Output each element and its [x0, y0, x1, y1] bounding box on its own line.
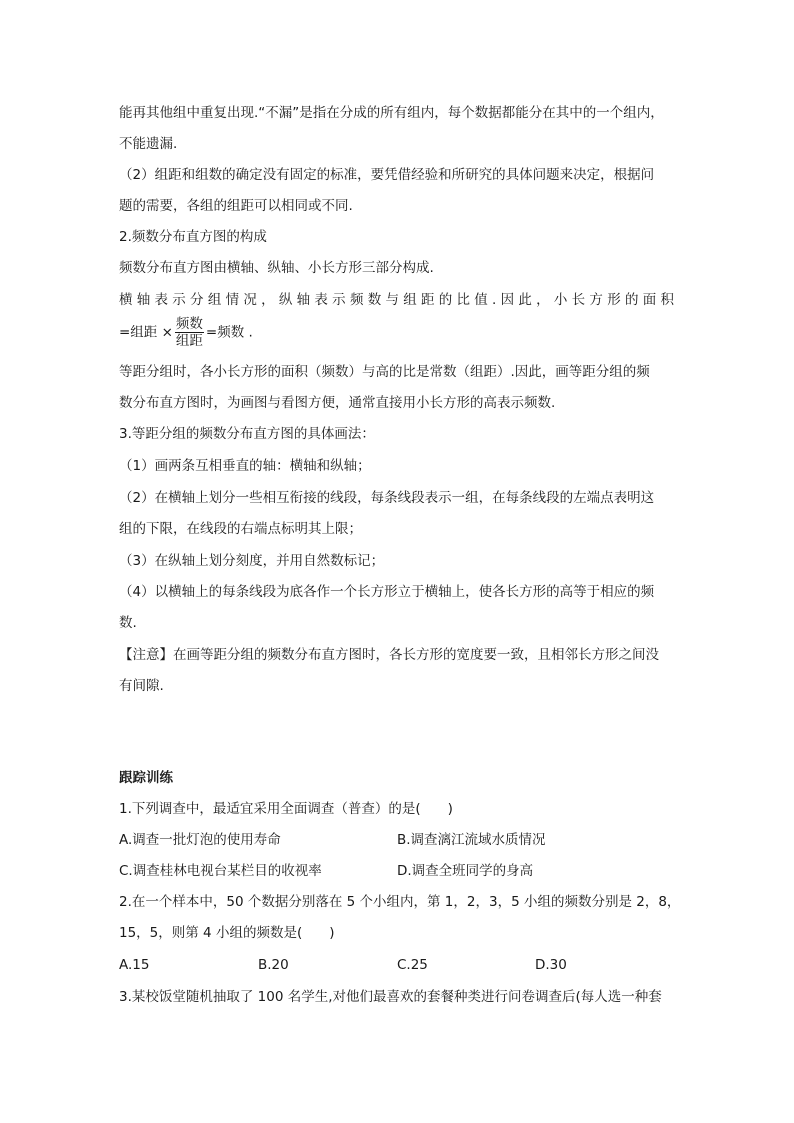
- formula: [119, 316, 253, 349]
- text-line: （2）在横轴上划分一些相互衔接的线段，每条线段表示一组，在每条线段的左端点表明这: [119, 490, 655, 506]
- text-line: （4）以横轴上的每条线段为底各作一个长方形立于横轴上，使各长方形的高等于相应的频: [119, 584, 655, 600]
- formula-suffix: =频数 .: [205, 324, 253, 341]
- fraction: [175, 316, 204, 349]
- question-3-stem: 3.某校饭堂随机抽取了 100 名学生,对他们最喜欢的套餐种类进行问卷调查后(每人选一种套: [119, 989, 662, 1005]
- question-1-option-a: A.调查一批灯泡的使用寿命: [119, 832, 281, 848]
- section-heading: 3.等距分组的频数分布直方图的具体画法：: [119, 426, 375, 442]
- text-line: 组的下限，在线段的右端点标明其上限；: [119, 521, 362, 537]
- question-1-option-d: D.调查全班同学的身高: [397, 863, 534, 879]
- text-line: 等距分组时，各小长方形的面积（频数）与高的比是常数（组距）.因此，画等距分组的频: [119, 364, 650, 380]
- text-line: 横轴表示分组情况，纵轴表示频数与组距的比值.因此，小长方形的面积: [119, 292, 674, 308]
- note-line: 【注意】在画等距分组的频数分布直方图时，各长方形的宽度要一致，且相邻长方形之间没: [119, 647, 659, 663]
- text-line: 数.: [119, 615, 137, 631]
- question-2-option-d: D.30: [535, 957, 567, 973]
- text-line: 频数分布直方图由横轴、纵轴、小长方形三部分构成.: [119, 260, 434, 276]
- text-line: 有间隙.: [119, 678, 164, 694]
- practice-heading: 跟踪训练: [119, 770, 173, 786]
- question-2-stem: 2.在一个样本中，50 个数据分别落在 5 个小组内，第 1，2，3，5 小组的频数分别是 2，8，: [119, 894, 681, 910]
- question-1-stem: 1.下列调查中，最适宜采用全面调查（普查）的是( ): [119, 801, 453, 817]
- question-2-option-a: A.15: [119, 957, 150, 973]
- question-2-stem: 15，5，则第 4 小组的频数是( ): [119, 925, 335, 941]
- section-heading: 2.频数分布直方图的构成: [119, 229, 267, 245]
- text-line: 数分布直方图时，为画图与看图方便，通常直接用小长方形的高表示频数.: [119, 395, 556, 411]
- question-2-option-b: B.20: [258, 957, 289, 973]
- question-2-option-c: C.25: [397, 957, 428, 973]
- fraction-denominator: 组距: [175, 333, 203, 349]
- text-line: 不能遗漏.: [119, 136, 178, 152]
- question-1-option-c: C.调查桂林电视台某栏目的收视率: [119, 863, 322, 879]
- formula-prefix: =组距 ×: [119, 324, 173, 341]
- text-line: 题的需要，各组的组距可以相同或不同.: [119, 198, 353, 214]
- text-line: （1）画两条互相垂直的轴：横轴和纵轴；: [119, 458, 371, 474]
- text-line: 能再其他组中重复出现.“不漏”是指在分成的所有组内，每个数据都能分在其中的一个组内，: [119, 105, 664, 121]
- question-1-option-b: B.调查漓江流域水质情况: [397, 832, 546, 848]
- fraction-numerator: 频数: [175, 316, 203, 332]
- text-line: （3）在纵轴上划分刻度，并用自然数标记；: [119, 553, 385, 569]
- text-line: （2）组距和组数的确定没有固定的标准，要凭借经验和所研究的具体问题来决定，根据问: [119, 167, 655, 183]
